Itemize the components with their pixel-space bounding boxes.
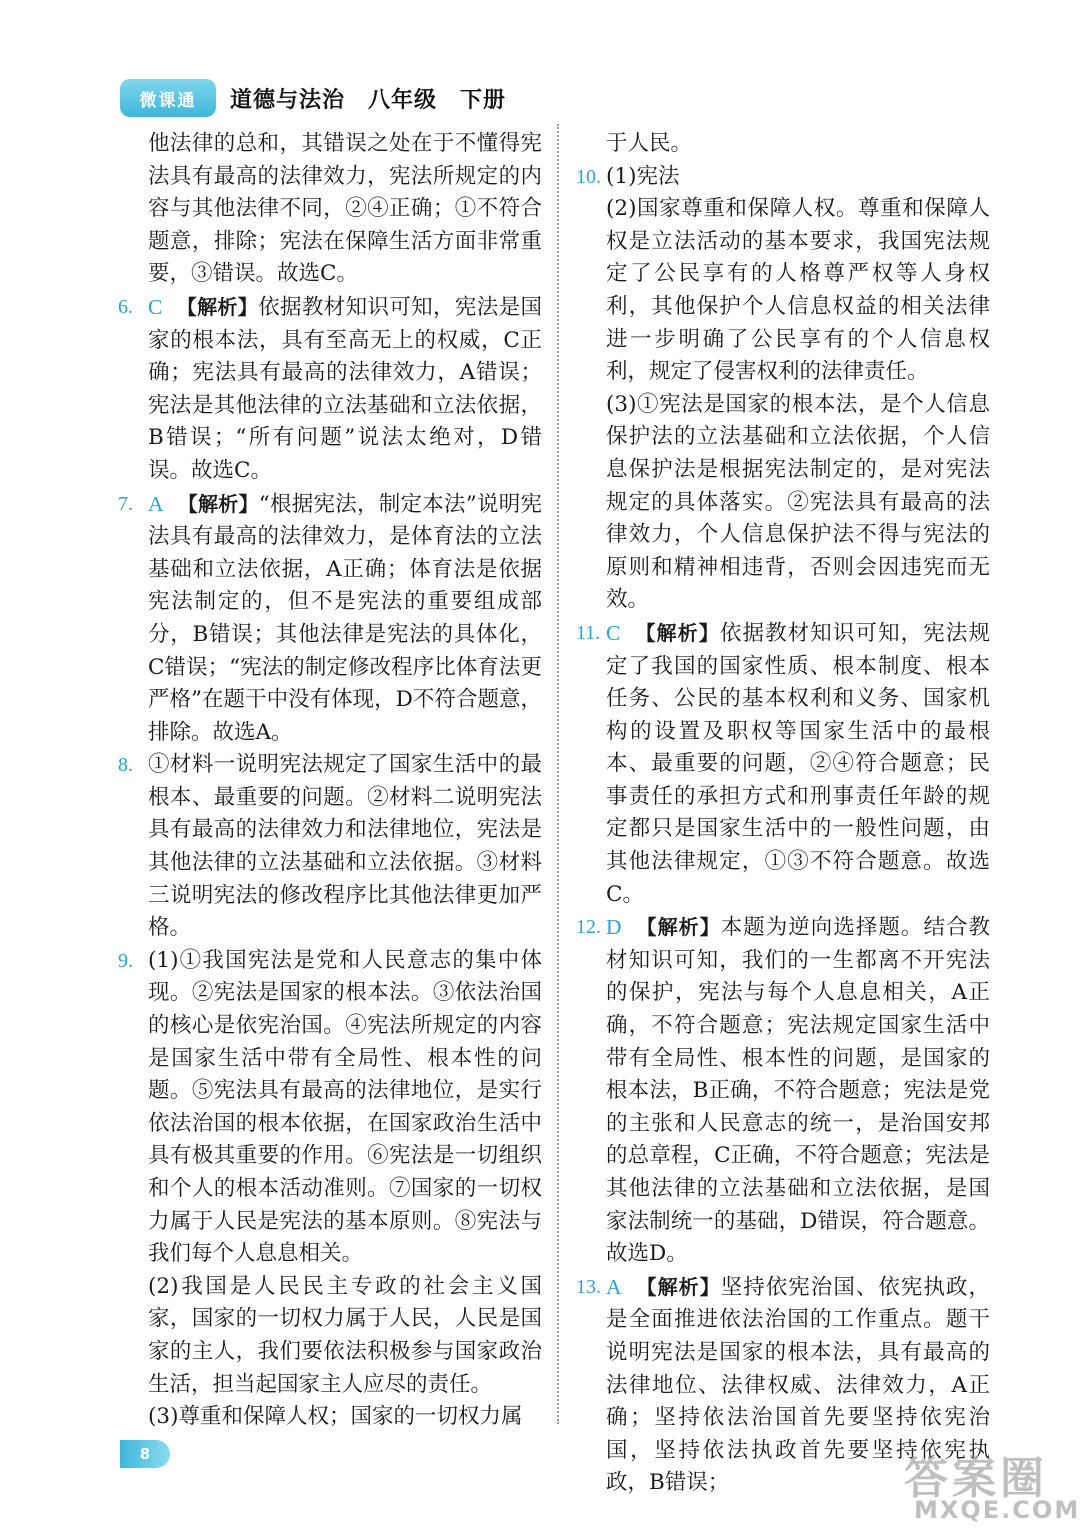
analysis-tag: 【解析】 [634, 620, 720, 645]
analysis-text: “根据宪法，制定本法”说明宪法具有最高的法律效力，是体育法的立法基础和立法依据，A正确；体育法是依据宪法制定的，但不是宪法的重要组成部分，B错误；其他法律是宪法的具体化，C错误；“宪法的制定修改程序比体育法更严格”在题干中没有体现，D不符合题意，排除。故选A。 [148, 491, 543, 745]
answer-item-12 [576, 911, 990, 1271]
question-number: 9. [118, 949, 133, 972]
watermark-logo [900, 1442, 1081, 1530]
answer-choice: A [148, 491, 164, 516]
question-number: 6. [118, 295, 133, 318]
analysis-text: 依据教材知识可知，宪法规定了我国的国家性质、根本制度、根本任务、公民的基本权利和义务、国家机构的设置及职权等国家生活中的最根本、最重要的问题，②④符合题意；民事责任的承担方式和刑事责任年龄的规定都只是国家生活中的一般性问题，由其他法律规定，①③不符合题意。故选C。 [606, 620, 990, 907]
watermark-text: 答案圈 [904, 1453, 1048, 1504]
answer-choice: A [606, 1274, 622, 1299]
answer-part-2: (2)我国是人民民主专政的社会主义国家，国家的一切权力属于人民，人民是国家的主人，我们要依法积极参与国家政治生活，担当起国家主人应尽的责任。 [148, 1273, 542, 1397]
answer-item-6 [118, 291, 542, 488]
answer-part-3: (3)尊重和保障人权；国家的一切权力属 [148, 1404, 523, 1430]
page-number: 8 [120, 1440, 170, 1468]
answer-continuation: 他法律的总和，其错误之处在于不懂得宪法具有最高的法律效力，宪法所规定的内容与其他法律不同，②④正确；①不符合题意，排除；宪法在保障生活方面非常重要，③错误。故选C。 [148, 131, 542, 287]
book-title: 道德与法治 八年级 下册 [230, 87, 507, 113]
analysis-text: 依据教材知识可知，宪法是国家的根本法，具有至高无上的权威，C正确；宪法具有最高的法律效力，A错误；宪法是其他法律的立法基础和立法依据，B错误；“所有问题”说法太绝对，D错误。故选C。 [148, 294, 542, 483]
answer-item-8 [118, 749, 542, 945]
page-header [120, 76, 506, 120]
answer-item-10 [576, 161, 990, 617]
question-number: 8. [118, 754, 133, 777]
question-number: 12. [576, 916, 601, 939]
question-number: 11. [576, 621, 601, 644]
analysis-tag: 【解析】 [177, 491, 259, 516]
answer-item-9 [118, 945, 542, 1434]
analysis-tag: 【解析】 [635, 915, 721, 940]
analysis-text: 本题为逆向选择题。结合教材知识可知，我们的一生都离不开宪法的保护，宪法与每个人息息相关，A正确，不符合题意；宪法规定国家生活中带有全局性、根本性的问题，是国家的根本法，B正确，不符合题意；宪法是党的主张和人民意志的统一，是治国安邦的总章程，C正确，不符合题意；宪法是其他法律的立法基础和立法依据，是国家法制统一的基础，D错误，符合题意。故选D。 [606, 915, 991, 1267]
analysis-text: 坚持依宪治国、依宪执政，是全面推进依法治国的工作重点。题干说明宪法是国家的根本法，具有最高的法律地位、法律权威、法律效力，A正确；坚持依法治国首先要坚持依宪治国，坚持依法执政首先要坚持依宪执政，B错误； [606, 1274, 991, 1496]
right-column [576, 128, 990, 1500]
answer-item-7 [118, 488, 542, 750]
analysis-tag: 【解析】 [635, 1274, 721, 1299]
answer-text: ①材料一说明宪法规定了国家生活中的最根本、最重要的问题。②材料二说明宪法具有最高的法律效力和法律地位，宪法是其他法律的立法基础和立法依据。③材料三说明宪法的修改程序比其他法律更加严格。 [148, 752, 542, 941]
column-divider [557, 124, 559, 1424]
answer-part-3: (3)①宪法是国家的根本法，是个人信息保护法的立法基础和立法依据，个人信息保护法是根据宪法制定的，是对宪法规定的具体落实。②宪法具有最高的法律效力，个人信息保护法不得与宪法的原则和精神相违背，否则会因违宪而无效。 [606, 391, 990, 613]
question-number: 10. [576, 165, 601, 188]
question-number: 7. [118, 492, 133, 515]
left-column [118, 128, 542, 1434]
answer-choice: C [148, 294, 163, 319]
watermark-url: MXQE.COM [914, 1496, 1081, 1524]
answer-choice: C [606, 620, 621, 645]
answer-part-2: (2)国家尊重和保障人权。尊重和保障人权是立法活动的基本要求，我国宪法规定了公民享有的人格尊严权等人身权利，其他保护个人信息权益的相关法律进一步明确了公民享有的个人信息权利，规定了侵害权利的法律责任。 [606, 196, 990, 385]
answer-item-11 [576, 617, 990, 911]
question-number: 13. [576, 1275, 601, 1298]
answer-choice: D [606, 915, 622, 940]
answer-continuation: 于人民。 [606, 131, 693, 156]
analysis-tag: 【解析】 [176, 294, 259, 319]
answer-part-1: (1)宪法 [606, 163, 680, 189]
answer-part-1: (1)①我国宪法是党和人民意志的集中体现。②宪法是国家的根本法。③依法治国的核心是依宪治国。④宪法所规定的内容是国家生活中带有全局性、根本性的问题。⑤宪法具有最高的法律地位，是实行依法治国的根本依据，在国家政治生活中具有极其重要的作用。⑥宪法是一切组织和个人的根本活动准则。⑦国家的一切权力属于人民是宪法的基本原则。⑧宪法与我们每个人息息相关。 [148, 947, 542, 1267]
series-logo: 微课通 [120, 79, 216, 117]
